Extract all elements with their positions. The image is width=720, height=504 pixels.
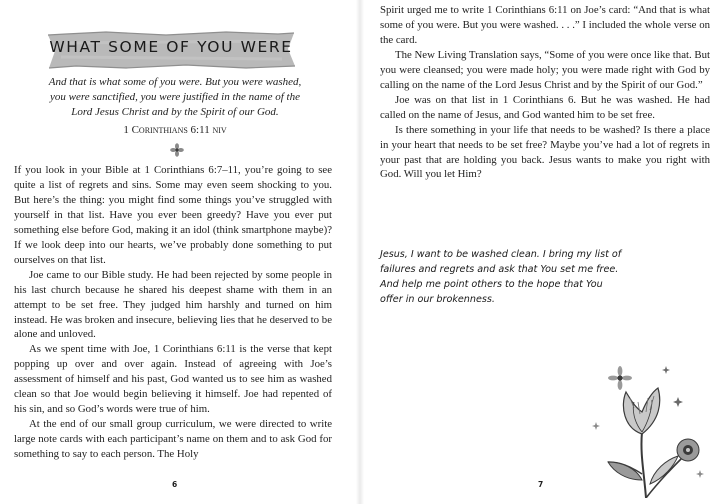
body-paragraph: If you look in your Bible at 1 Corinthians 6:7–11, you’re going to see quite a list of regrets and sins. Some may even seem shocking to you. But here’s the thing: you might find some things you’ve struggled with yourself in that list. Have you ever been greedy? Have you ever put something else before God, making it an idol (think smartphone maybe)? If we look deep into our hearts, we’ve probably done something to put ourselves on that list. (14, 164, 332, 266)
left-body-text (14, 163, 332, 462)
body-paragraph: Joe was on that list in 1 Corinthians 6. But he was washed. He had called on the name of Jesus, and God wanted him to be set free. (380, 93, 710, 121)
prayer-text: Jesus, I want to be washed clean. I bring my list of failures and regrets and ask that You set me free. And help me point others to the hope that You offer in our brokenness. (380, 249, 622, 305)
page-number: 7 (538, 480, 544, 489)
page-title: WHAT SOME OF YOU WERE (49, 38, 293, 56)
epigraph-reference-text: 1 Corinthians 6:11 niv (123, 124, 227, 136)
left-page (0, 0, 356, 504)
page-number: 6 (172, 480, 178, 489)
epigraph: And that is what some of you were. But you were washed, you were sanctified, you were justified in the name of the Lord Jesus Christ and by the Spirit of our God. (48, 76, 302, 118)
right-body-text (380, 3, 710, 182)
body-paragraph: The New Living Translation says, “Some of you were once like that. But you were cleansed; you were made holy; you were made right with God by calling on the name of the Lord Jesus Christ and by the Spirit of our God.” (380, 48, 710, 91)
body-paragraph: Joe came to our Bible study. He had been rejected by some people in his last church because he shared his deepest shame with them in an attempt to be set free. They judged him harshly and turned on him instead. He was broken and insecure, believing lies that he deserved to be alone and unloved. (14, 268, 332, 341)
body-paragraph: At the end of our small group curriculum, we were directed to write large note cards with each participant’s name on them and to ask God for something to say to each person. The Holy (14, 418, 332, 461)
right-page (364, 0, 720, 504)
book-gutter (356, 0, 364, 504)
ornament-flower-icon (170, 143, 184, 157)
flower-illustration-icon (590, 362, 714, 498)
body-paragraph: Spirit urged me to write 1 Corinthians 6:11 on Joe’s card: “And that is what some of you were. But you were washed. . . .” I included the whole verse on the card. (380, 4, 710, 46)
body-paragraph: As we spent time with Joe, 1 Corinthians 6:11 is the verse that kept popping up over and over again. Instead of agreeing with Joe’s assessment of himself and his past, God wanted us to see him as washed clean so that Joe would begin believing it himself. Joe had repented of his sin, and so God’s words were true of him. (14, 343, 332, 416)
title-banner (46, 29, 296, 71)
epigraph-reference (40, 123, 310, 137)
body-paragraph: Is there something in your life that needs to be washed? Is there a place in your heart that needs to be set free? Maybe you’ve had a lot of regrets in your past that are holding you back. Jesus wants to make you right with God. Will you let Him? (380, 123, 710, 181)
